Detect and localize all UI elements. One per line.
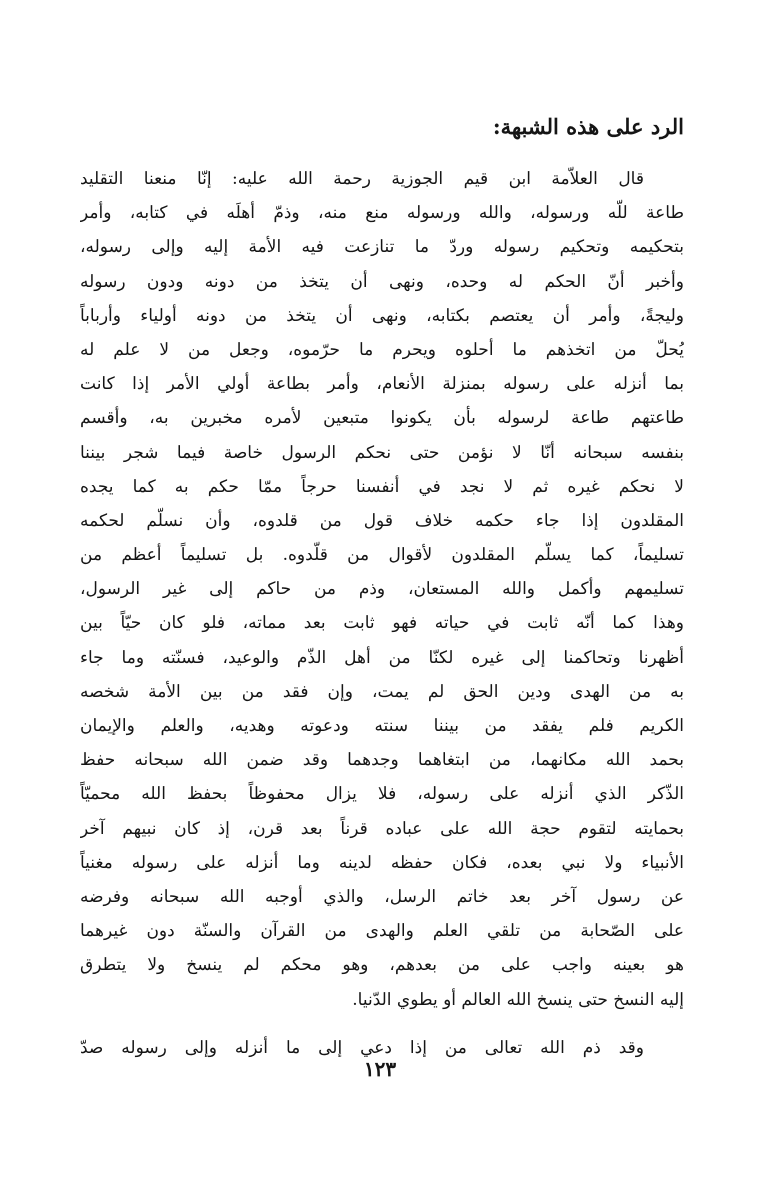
paragraph-ibn-qayyim-quote bbox=[80, 162, 684, 1017]
text-line: الذّكر الذي أنزله على رسوله، فلا يزال محفوظاً بحفظ الله محميّاً bbox=[80, 784, 684, 805]
text-line: وقد ذم الله تعالى من إذا دعي إلى ما أنزله وإلى رسوله صدّ bbox=[80, 1037, 644, 1058]
text-line: بتحكيمه وتحكيم رسوله وردّ ما تنازعت فيه الأمة إليه وإلى رسوله، bbox=[80, 237, 684, 258]
text-line: أظهرنا وتحاكمنا إلى غيره لكنّا من أهل الذّم والوعيد، فسنّته وما جاء bbox=[80, 647, 684, 668]
text-line: بحمد الله مكانهما، من ابتغاهما وجدهما وقد ضمن الله سبحانه حفظ bbox=[80, 750, 684, 771]
text-line: يُحلّ من اتخذهم ما أحلوه ويحرم ما حرّموه، وجعل من لا علم له bbox=[80, 339, 684, 360]
text-line: قال العلاّمة ابن قيم الجوزية رحمة الله عليه: إنّا منعنا التقليد bbox=[80, 169, 644, 189]
text-line: وأخبر أنّ الحكم له وحده، ونهى أن يتخذ من دونه ودون رسوله bbox=[80, 271, 684, 292]
text-line: عن رسول آخر بعد خاتم الرسل، والذي أوجبه الله سبحانه وفرضه bbox=[80, 886, 684, 907]
page-content bbox=[80, 104, 684, 1065]
text-line: هو بعينه واجب على من بعدهم، وهو محكم لم ينسخ ولا يتطرق bbox=[80, 955, 684, 976]
section-heading: الرد على هذه الشبهة: bbox=[492, 114, 684, 139]
text-line: على الصّحابة من تلقي العلم والهدى من القرآن والسنّة دون غيرهما bbox=[80, 921, 684, 942]
text-line: إليه النسخ حتى ينسخ الله العالم أو يطوي الدّنيا. bbox=[352, 989, 684, 1010]
text-line: الأنبياء ولا نبي بعده، فكان حفظه لدينه وما أنزله على رسوله مغنياً bbox=[80, 852, 684, 873]
text-line: وليجةً، وأمر أن يعتصم بكتابه، ونهى أن يتخذ من دونه أولياء وأرباباً bbox=[80, 305, 684, 326]
text-line: بما أنزله على رسوله بمنزلة الأنعام، وأمر بطاعة أولي الأمر إذا كانت bbox=[80, 374, 684, 395]
text-line: بنفسه سبحانه أنّا لا نؤمن حتى نحكم الرسول خاصة فيما شجر بيننا bbox=[80, 442, 684, 463]
text-line: تسليمهم وأكمل والله المستعان، وذم من حاكم إلى غير الرسول، bbox=[80, 579, 684, 600]
page-number: ١٢٣ bbox=[363, 1057, 397, 1081]
text-line: طاعتهم طاعة لرسوله بأن يكونوا متبعين لأمره مخبرين به، وأقسم bbox=[80, 408, 684, 429]
text-line: بحمايته لتقوم حجة الله على عباده قرناً بعد قرن، إذ كان نبيهم آخر bbox=[80, 818, 684, 839]
text-line: طاعة للّه ورسوله، والله ورسوله منع منه، وذمّ أهلَه في كتابه، وأمر bbox=[80, 203, 684, 224]
text-line: وهذا كما أنّه ثابت في حياته فهو ثابت بعد مماته، فلو كان حيّاً بين bbox=[80, 613, 684, 634]
text-line: تسليماً، كما يسلّم المقلدون لأقوال من قلّدوه. بل تسليماً أعظم من bbox=[80, 545, 684, 566]
text-line: به من الهدى ودين الحق لم يمت، وإن فقد من بين الأمة شخصه bbox=[80, 681, 684, 702]
text-line: الكريم فلم يفقد من بيننا سنته ودعوته وهديه، والعلم والإيمان bbox=[80, 716, 684, 736]
text-line: المقلدون إذا جاء حكمه خلاف قول من قلدوه، وأن نسلّم لحكمه bbox=[80, 510, 684, 531]
text-line: لا نحكم غيره ثم لا نجد في أنفسنا حرجاً ممّا حكم به كما يجده bbox=[80, 476, 684, 497]
